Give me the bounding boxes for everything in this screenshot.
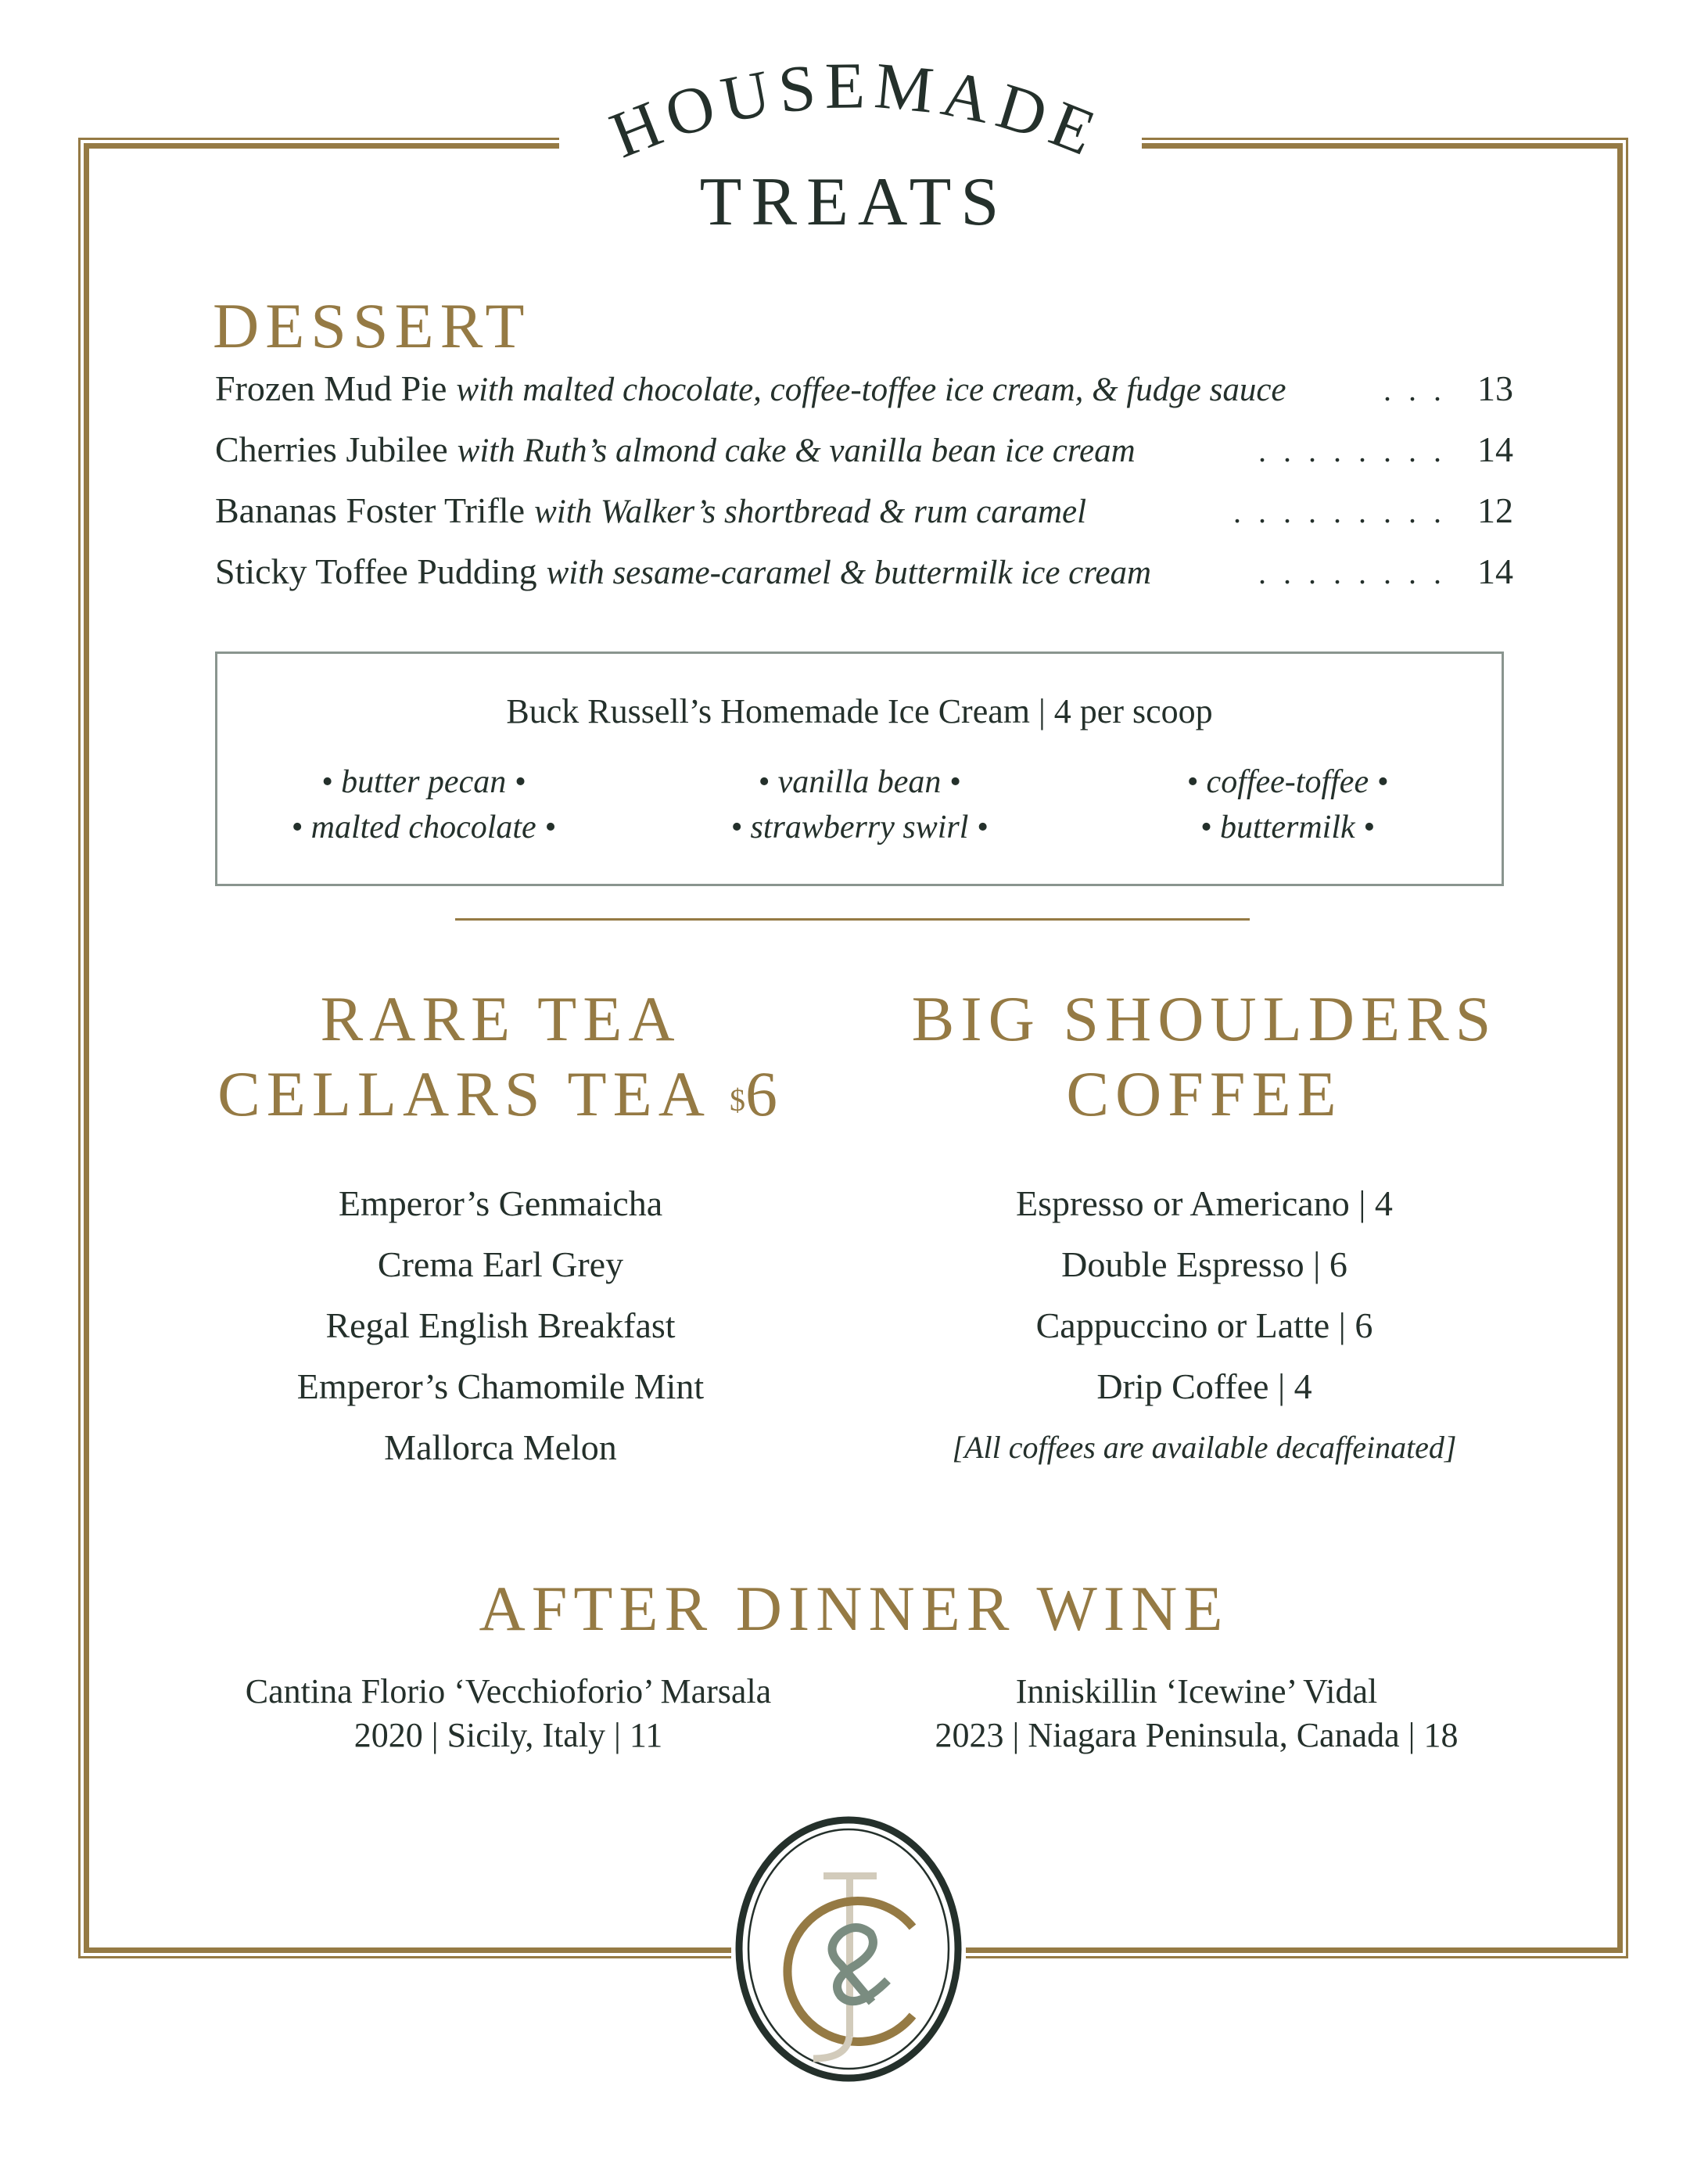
dessert-description: with sesame-caramel & buttermilk ice cream [546,555,1152,591]
tea-item: Emperor’s Genmaicha [338,1183,663,1223]
wine-name: Cantina Florio ‘Vecchioforio’ Marsala [245,1672,772,1710]
tea-item: Regal English Breakfast [325,1305,676,1345]
coffee-heading-line-1: BIG SHOULDERS [911,983,1498,1054]
tea-item: Mallorca Melon [384,1427,617,1467]
wine-heading: AFTER DINNER WINE [479,1573,1229,1644]
tea-list [125,1173,876,1478]
dessert-item [215,551,1513,612]
wine-name: Inniskillin ‘Icewine’ Vidal [1015,1672,1378,1710]
dessert-description: with Walker’s shortbread & rum caramel [534,494,1087,530]
section-divider [455,918,1250,921]
coffee-list [829,1173,1580,1478]
ice-cream-flavors [217,763,1502,846]
wine-details: 2020 | Sicily, Italy | 11 [353,1716,663,1754]
ice-cream-box [215,652,1504,886]
wine-item [852,1670,1541,1757]
dot-leader: ........ [1258,433,1459,468]
dessert-heading: DESSERT [213,290,531,361]
flavor-item: • coffee-toffee • [1186,764,1389,800]
dot-leader: ... [1383,372,1459,407]
flavor-item: • strawberry swirl • [730,809,989,845]
dessert-price: 14 [1477,429,1513,469]
flavor-item: • vanilla bean • [758,764,961,800]
dessert-list [215,368,1513,612]
flavor-item: • butter pecan • [321,764,526,800]
dollar-sign: $ [729,1082,745,1118]
dot-leader: ........ [1258,555,1459,591]
coffee-heading [829,982,1580,1132]
coffee-item: Espresso or Americano | 4 [1016,1183,1393,1223]
dessert-name: Sticky Toffee Pudding [215,551,537,591]
dessert-description: with malted chocolate, coffee-toffee ice cream, & fudge sauce [456,372,1286,408]
dessert-price: 13 [1477,368,1513,408]
dessert-price: 14 [1477,551,1513,591]
flavor-item: • malted chocolate • [291,809,556,845]
tea-price: 6 [745,1058,784,1129]
tea-heading-line-2: CELLARS TEA [217,1058,708,1129]
coffee-item: Double Espresso | 6 [1061,1244,1347,1284]
tea-heading [125,982,876,1132]
monogram-logo-icon [731,1816,966,2082]
dessert-name: Frozen Mud Pie [215,368,447,408]
dessert-item [215,368,1513,429]
dot-leader: ......... [1233,494,1459,529]
dessert-name: Bananas Foster Trifle [215,490,526,530]
title-line-2: TREATS [699,164,1009,240]
dessert-item [215,490,1513,551]
svg-text:HOUSEMADE [601,49,1111,173]
tea-item: Emperor’s Chamomile Mint [296,1366,705,1406]
title-arc-text: HOUSEMADE [601,48,1112,173]
coffee-item: Drip Coffee | 4 [1096,1366,1312,1406]
flavor-item: • buttermilk • [1200,809,1375,845]
coffee-heading-line-2: COFFEE [1066,1058,1343,1129]
coffee-item: Cappuccino or Latte | 6 [1035,1305,1373,1345]
dessert-item [215,429,1513,490]
wine-item [156,1670,860,1757]
wine-details: 2023 | Niagara Peninsula, Canada | 18 [935,1716,1459,1754]
ice-cream-title: Buck Russell’s Homemade Ice Cream | 4 per scoop [506,692,1213,731]
decaf-note: [All coffees are available decaffeinated] [952,1430,1457,1465]
tea-heading-line-1: RARE TEA [320,983,681,1054]
dessert-price: 12 [1477,490,1513,530]
tea-item: Crema Earl Grey [377,1244,624,1284]
dessert-description: with Ruth’s almond cake & vanilla bean ice cream [457,433,1136,469]
page-title [0,0,1708,240]
dessert-name: Cherries Jubilee [215,429,448,469]
